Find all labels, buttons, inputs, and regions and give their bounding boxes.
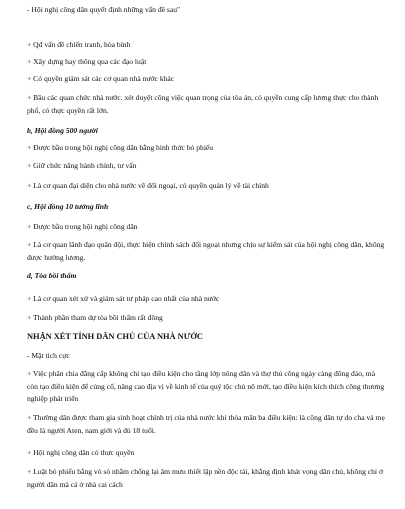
list-item: + Là cơ quan lãnh đạo quân đội, thực hiện chính sách đối ngoại nhưng chịu sự kiểm sát của hội nghị công dân, không được hưởng lương.	[27, 240, 385, 262]
list-item: + Thường dân được tham gia sinh hoạt chính trị của nhà nước khi thỏa mãn ba điều kiện: là công dân tự do cha và mẹ đều là người Aten, nam giới và đủ 18 tuổi.	[27, 413, 385, 435]
list-item: + Bầu các quan chức nhà nước. xét duyệt công việc quan trọng của tòa án, có quyền cung cấp lương thực cho thành phố, có thực quyền rất lớn.	[27, 93, 379, 115]
list-item: + Qđ vấn đề chiến tranh, hòa bình	[27, 40, 131, 49]
list-item: + Giữ chức năng hành chính, tư vấn	[27, 161, 137, 170]
text-line: - Mặt tích cực	[27, 351, 70, 360]
list-item: + Xây dựng hay thông qua các đạo luật	[27, 57, 147, 66]
list-item: + Việc phân chia đẳng cấp không chỉ tạo điều kiện cho tầng lớp nông dân và thợ thủ công ngày càng đông đảo, mà còn tạo điều kiện để củng cố, nâng cao địa vị về kinh tế của quý tộc chủ nô mới, tạo điều kiện kích thích công thương nghiệp phát triển	[27, 369, 385, 403]
list-item: + Thành phần tham dự tòa bồi thẩm rất đông	[27, 313, 163, 322]
list-item: + Là cơ quan đại diện cho nhà nước về đối ngoại, có quyền quản lý về tài chính	[27, 181, 269, 190]
text-line: - Hội nghị công dân quyết định những vấn đề sau"	[27, 5, 181, 14]
section-heading: d, Tòa bồi thẩm	[27, 271, 77, 280]
section-heading: b, Hội đồng 500 người	[27, 126, 98, 135]
list-item: + Hội nghị công dân có thực quyền	[27, 448, 135, 457]
section-title: NHẬN XÉT TÍNH DÂN CHỦ CỦA NHÀ NƯỚC	[27, 332, 203, 341]
list-item: + Được bầu trong hội nghị công dân bằng hình thức bỏ phiếu	[27, 143, 214, 152]
list-item: + Là cơ quan xét xử và giám sát tư pháp cao nhất của nhà nước	[27, 294, 220, 303]
list-item: + Luật bỏ phiếu bằng vỏ sò nhằm chống lại âm mưu thiết lập nền độc tài, khẳng định khát vọng dân chủ, không chỉ ở người dân mà cả ở nhà cai cách	[27, 467, 383, 489]
list-item: + Được bầu trong hội nghị công dân	[27, 222, 138, 231]
list-item: + Có quyền giám sát các cơ quan nhà nước khác	[27, 74, 175, 83]
section-heading: c, Hội đồng 10 tướng lĩnh	[27, 202, 109, 211]
